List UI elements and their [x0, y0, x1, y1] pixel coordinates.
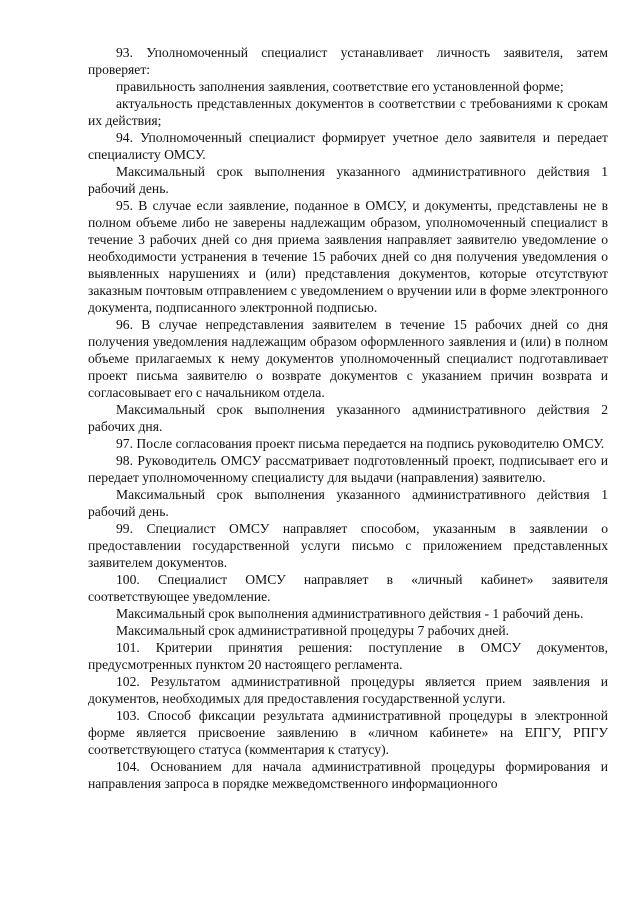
paragraph-102: 102. Результатом административной процедуры является прием заявления и документов, необходимых для предоставления государственной услуги.	[88, 674, 608, 706]
paragraph-96: 96. В случае непредставления заявителем в течение 15 рабочих дней со дня получения уведомления надлежащим образом оформленного заявления и (или) в полном объеме прилагаемых к нему документов уполномоченный специалист подготавливает проект письма заявителю о возврате документов с указанием причин возврата и согласовывает его с начальником отдела.	[88, 317, 608, 400]
paragraph-101: 101. Критерии принятия решения: поступление в ОМСУ документов, предусмотренных пунктом 20 настоящего регламента.	[88, 640, 608, 672]
procedure-deadline: Максимальный срок административной процедуры 7 рабочих дней.	[116, 623, 510, 638]
paragraph-104: 104. Основанием для начала административной процедуры формирования и направления запроса в порядке межведомственного информационного	[88, 759, 608, 791]
paragraph-100: 100. Специалист ОМСУ направляет в «личный кабинет» заявителя соответствующее уведомление.	[88, 572, 608, 604]
paragraph-100-deadline: Максимальный срок выполнения административного действия - 1 рабочий день.	[116, 606, 584, 621]
paragraph-93-item-1: правильность заполнения заявления, соответствие его установленной форме;	[116, 79, 564, 94]
paragraph-96-deadline: Максимальный срок выполнения указанного административного действия 2 рабочих дня.	[88, 402, 608, 434]
paragraph-93-item-2: актуальность представленных документов в соответствии с требованиями к срокам их действия;	[88, 96, 608, 128]
document-body	[88, 44, 608, 792]
paragraph-95: 95. В случае если заявление, поданное в ОМСУ, и документы, представлены не в полном объеме либо не заверены надлежащим образом, уполномоченный специалист в течение 3 рабочих дней со дня приема заявления направляет заявителю уведомление о необходимости устранения в течение 15 рабочих дней со дня получения уведомления о выявленных нарушениях и (или) представления документов, которые отсутствуют заказным почтовым отправлением с уведомлением о вручении или в форме электронного документа, подписанного электронной подписью.	[88, 198, 608, 315]
paragraph-97: 97. После согласования проект письма передается на подпись руководителю ОМСУ.	[116, 436, 605, 451]
paragraph-103: 103. Способ фиксации результата административной процедуры в электронной форме является присвоение заявлению в «личном кабинете» на ЕПГУ, РПГУ соответствующего статуса (комментария к статусу).	[88, 708, 608, 757]
paragraph-93: 93. Уполномоченный специалист устанавливает личность заявителя, затем проверяет:	[88, 45, 608, 77]
paragraph-94: 94. Уполномоченный специалист формирует учетное дело заявителя и передает специалисту ОМСУ.	[88, 130, 608, 162]
paragraph-94-deadline: Максимальный срок выполнения указанного административного действия 1 рабочий день.	[88, 164, 608, 196]
paragraph-99: 99. Специалист ОМСУ направляет способом, указанным в заявлении о предоставлении государственной услуги письмо с приложением представленных заявителем документов.	[88, 521, 608, 570]
paragraph-98-deadline: Максимальный срок выполнения указанного административного действия 1 рабочий день.	[88, 487, 608, 519]
paragraph-98: 98. Руководитель ОМСУ рассматривает подготовленный проект, подписывает его и передает уполномоченному специалисту для выдачи (направления) заявителю.	[88, 453, 608, 485]
